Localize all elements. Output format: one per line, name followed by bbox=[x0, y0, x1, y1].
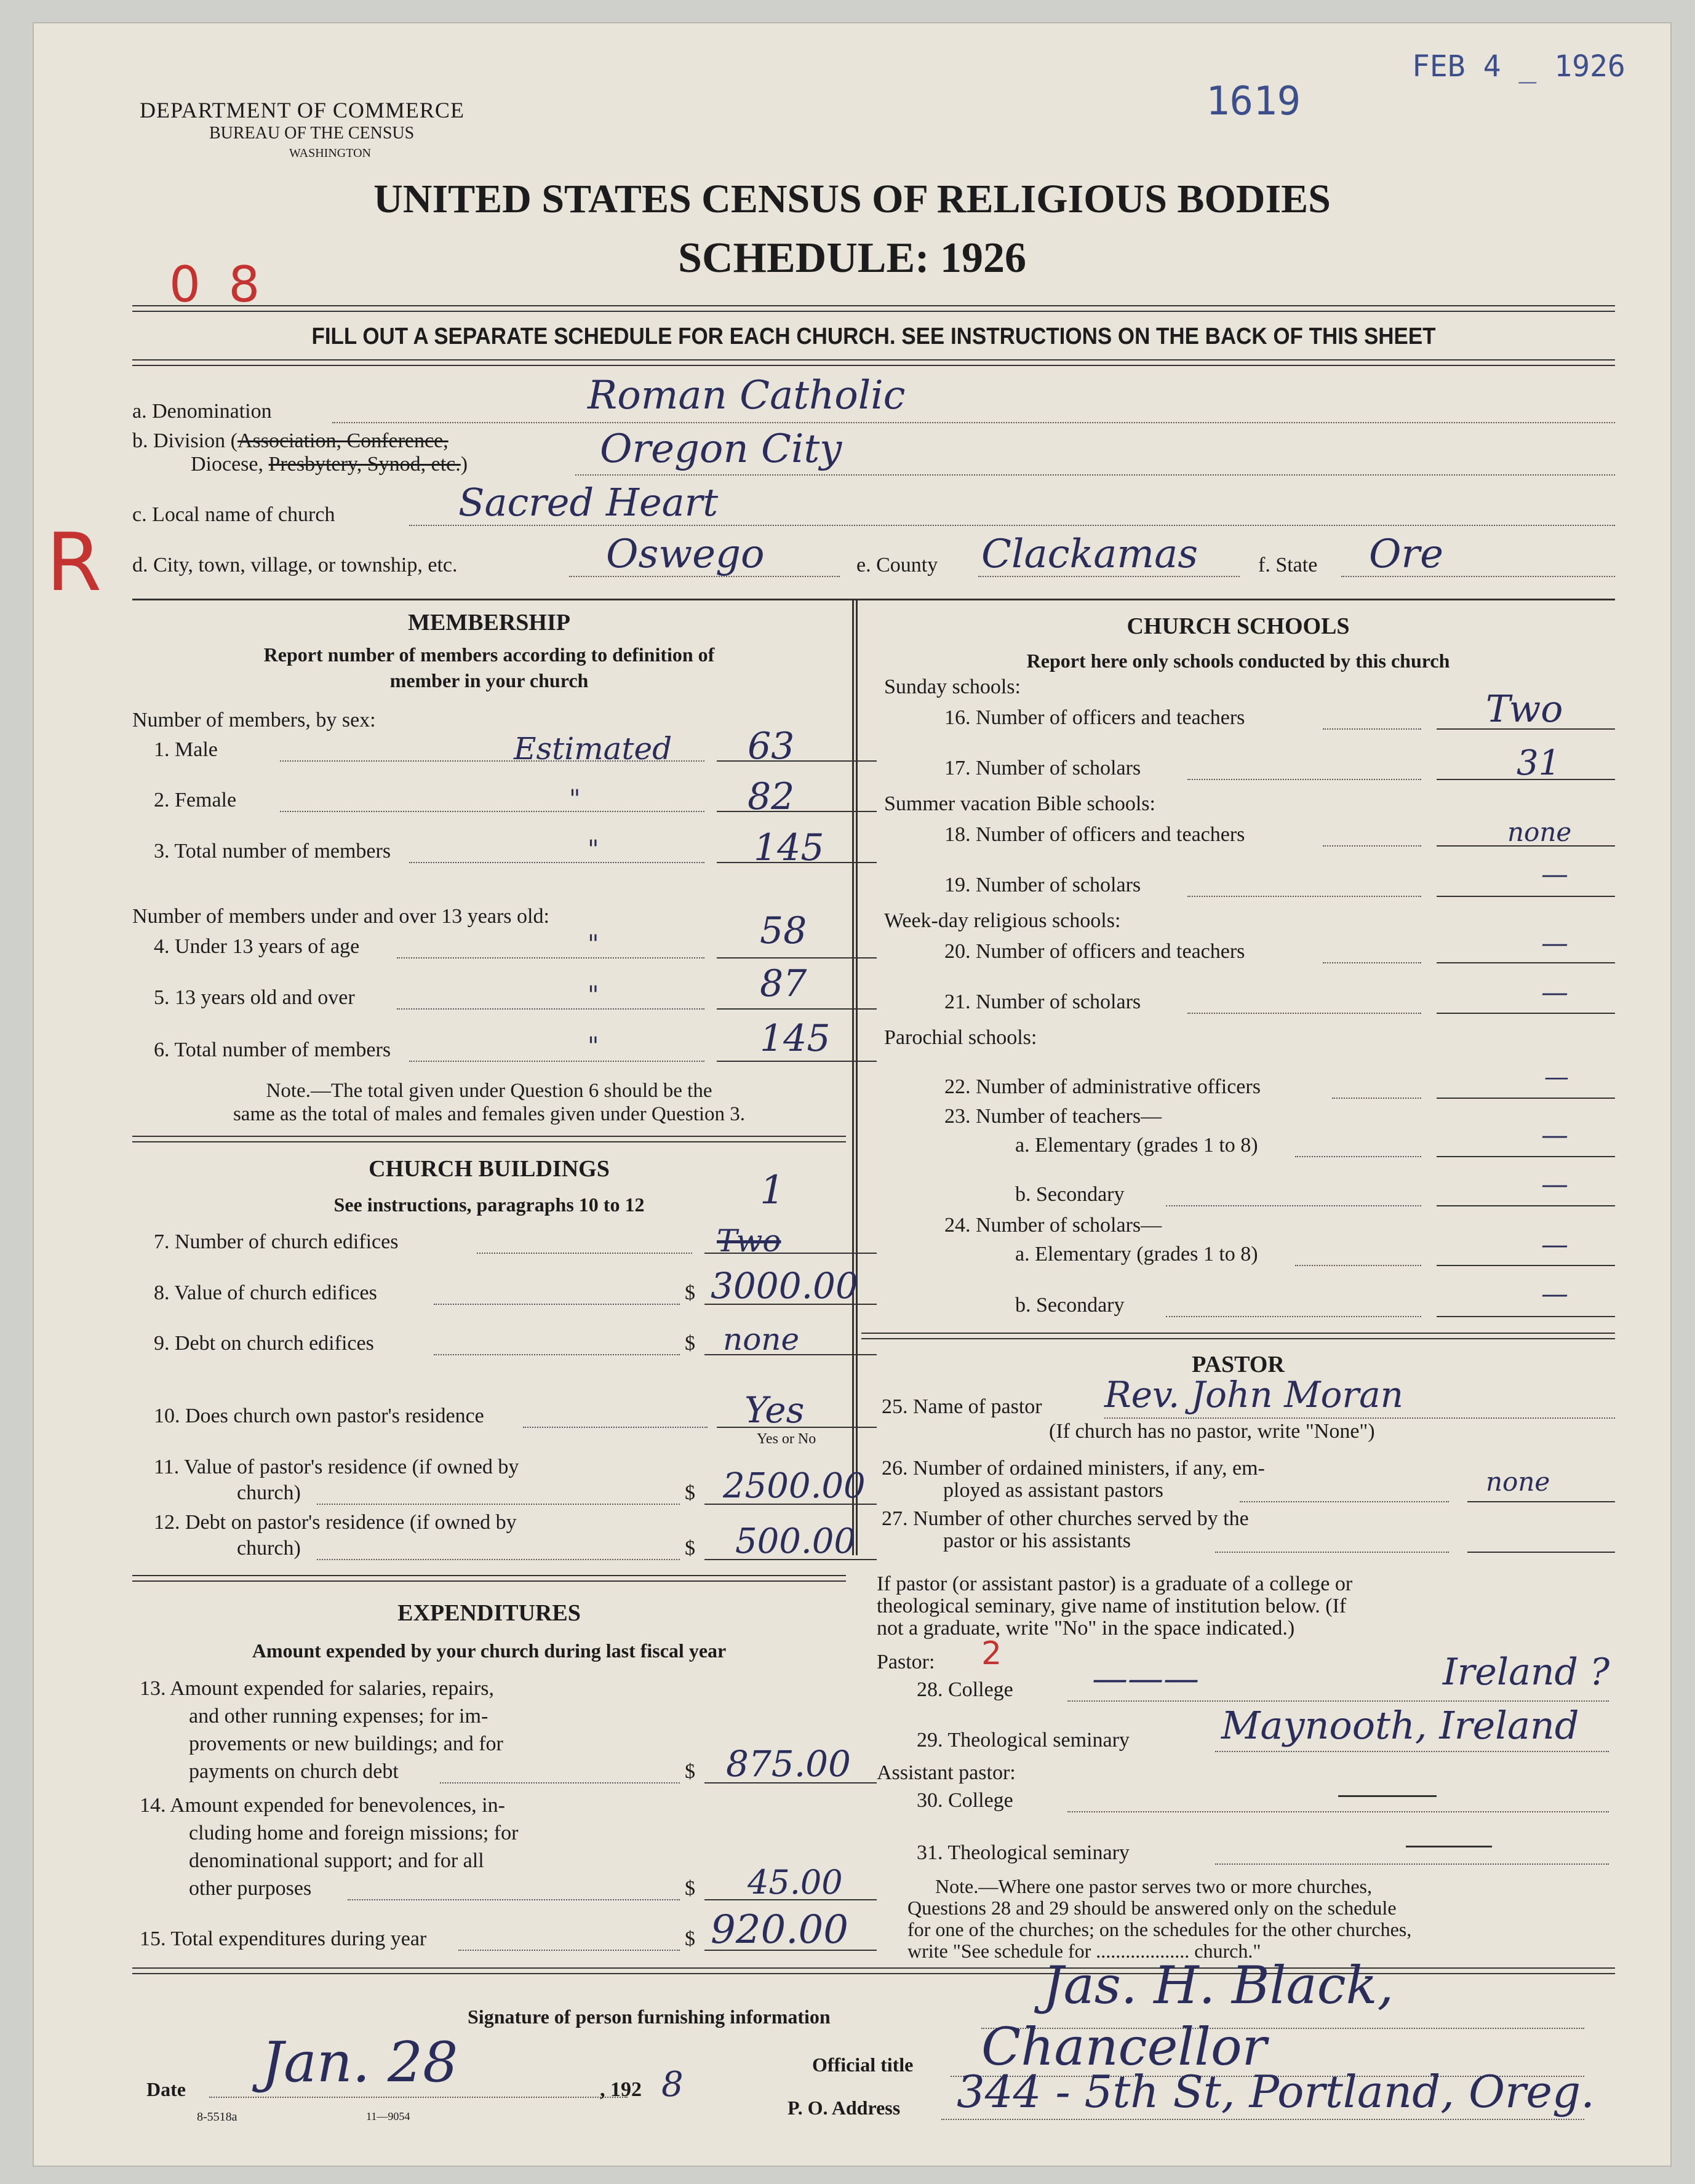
q11-label: 11. Value of pastor's residence (if owned by bbox=[154, 1456, 519, 1478]
expenditures-heading: EXPENDITURES bbox=[397, 1600, 581, 1626]
q28-label: 28. College bbox=[917, 1678, 1013, 1701]
pastor-note-4: write "See schedule for ................... church." bbox=[907, 1940, 1261, 1962]
q4-label: 4. Under 13 years of age bbox=[154, 935, 360, 958]
pastor-note-2: Questions 28 and 29 should be answered only on the schedule bbox=[907, 1897, 1397, 1919]
q7-label: 7. Number of church edifices bbox=[154, 1230, 399, 1253]
q26-value[interactable]: none bbox=[1486, 1467, 1550, 1497]
dollar-sign: $ bbox=[685, 1481, 695, 1504]
q20-label: 20. Number of officers and teachers bbox=[944, 940, 1245, 963]
membership-instruction-2: member in your church bbox=[389, 669, 589, 691]
graduate-instruction-2: theological seminary, give name of institution below. (If bbox=[877, 1595, 1347, 1617]
q6-note: " bbox=[588, 1032, 599, 1061]
form-subtitle: SCHEDULE: 1926 bbox=[678, 234, 1026, 282]
city-label: d. City, town, village, or township, etc. bbox=[132, 554, 458, 576]
division-label-line2: Diocese, Presbytery, Synod, etc.) bbox=[191, 453, 468, 476]
q28-value[interactable]: Ireland ? bbox=[1443, 1651, 1610, 1694]
parochial-schools-label: Parochial schools: bbox=[884, 1026, 1037, 1049]
q24a-value[interactable]: — bbox=[1541, 1229, 1568, 1261]
q5-label: 5. 13 years old and over bbox=[154, 986, 355, 1009]
q12-label-2: church) bbox=[237, 1537, 301, 1560]
q18-value[interactable]: none bbox=[1507, 817, 1572, 847]
q20-value[interactable]: — bbox=[1541, 928, 1568, 959]
dollar-sign: $ bbox=[685, 1760, 695, 1783]
q21-label: 21. Number of scholars bbox=[944, 990, 1141, 1013]
graduate-instruction-1: If pastor (or assistant pastor) is a graduate of a college or bbox=[877, 1572, 1353, 1595]
q14-label-4: other purposes bbox=[189, 1877, 312, 1900]
pastor-heading: PASTOR bbox=[1192, 1352, 1285, 1377]
pastor-note-3: for one of the churches; on the schedules for the other churches, bbox=[907, 1918, 1412, 1940]
q19-label: 19. Number of scholars bbox=[944, 874, 1141, 896]
denomination-value[interactable]: Roman Catholic bbox=[588, 373, 906, 418]
q30-label: 30. College bbox=[917, 1789, 1013, 1812]
membership-instruction-1: Report number of members according to definition of bbox=[263, 644, 715, 666]
q16-value[interactable]: Two bbox=[1486, 688, 1563, 731]
q13-label-3: provements or new buildings; and for bbox=[189, 1732, 503, 1755]
county-value[interactable]: Clackamas bbox=[981, 532, 1198, 577]
membership-heading: MEMBERSHIP bbox=[408, 610, 570, 636]
denomination-label: a. Denomination bbox=[132, 400, 272, 423]
date-value[interactable]: Jan. 28 bbox=[261, 2030, 458, 2095]
q3-value[interactable]: 145 bbox=[754, 826, 824, 869]
q13-label-4: payments on church debt bbox=[189, 1760, 399, 1783]
signature-value[interactable]: Jas. H. Black, bbox=[1043, 1955, 1394, 2015]
state-value[interactable]: Ore bbox=[1369, 532, 1443, 577]
q5-value[interactable]: 87 bbox=[760, 962, 807, 1005]
q27-label-2: pastor or his assistants bbox=[943, 1529, 1131, 1552]
division-label: b. Division (Association, Conference, bbox=[132, 429, 449, 452]
graduate-instruction-3: not a graduate, write "No" in the space indicated.) bbox=[877, 1617, 1295, 1640]
pastor-grad-label: Pastor: bbox=[877, 1651, 935, 1673]
buildings-instruction: See instructions, paragraphs 10 to 12 bbox=[333, 1194, 645, 1216]
q1-value[interactable]: 63 bbox=[748, 725, 795, 768]
summer-schools-label: Summer vacation Bible schools: bbox=[884, 792, 1155, 815]
date-year-prefix: , 192 bbox=[600, 2078, 642, 2101]
schools-heading: CHURCH SCHOOLS bbox=[1127, 613, 1350, 639]
q25-label: 25. Name of pastor bbox=[882, 1395, 1042, 1418]
q24b-label: b. Secondary bbox=[1015, 1294, 1125, 1317]
department-name: DEPARTMENT OF COMMERCE bbox=[140, 98, 465, 122]
q26-label: 26. Number of ordained ministers, if any, em- bbox=[882, 1457, 1265, 1480]
q12-value[interactable]: 500.00 bbox=[735, 1521, 856, 1561]
code-mark: 0 8 bbox=[169, 256, 266, 313]
q7-value[interactable]: Two bbox=[717, 1223, 781, 1259]
form-title: UNITED STATES CENSUS OF RELIGIOUS BODIES bbox=[373, 177, 1331, 221]
bureau-name: BUREAU OF THE CENSUS bbox=[209, 124, 415, 143]
church-name-label: c. Local name of church bbox=[132, 503, 335, 526]
city-value[interactable]: Oswego bbox=[606, 532, 765, 577]
q23b-value[interactable]: — bbox=[1541, 1169, 1568, 1200]
dollar-sign: $ bbox=[685, 1537, 695, 1560]
serial-number: 1619 bbox=[1206, 79, 1301, 124]
dollar-sign: $ bbox=[685, 1281, 695, 1304]
q23-label: 23. Number of teachers— bbox=[944, 1105, 1162, 1128]
state-label: f. State bbox=[1258, 554, 1318, 576]
q3-label: 3. Total number of members bbox=[154, 840, 391, 863]
date-year-digit[interactable]: 8 bbox=[661, 2065, 684, 2105]
schools-instruction: Report here only schools conducted by this church bbox=[1026, 650, 1450, 672]
q14-label-3: denominational support; and for all bbox=[189, 1849, 484, 1872]
pastor-note-1: Note.—Where one pastor serves two or more churches, bbox=[935, 1875, 1372, 1897]
q8-value[interactable]: 3000.00 bbox=[711, 1265, 858, 1307]
instruction-banner: FILL OUT A SEPARATE SCHEDULE FOR EACH CHURCH. SEE INSTRUCTIONS ON THE BACK OF THIS SHEET bbox=[311, 324, 1436, 349]
address-label: P. O. Address bbox=[788, 2097, 901, 2119]
census-schedule-sheet bbox=[34, 23, 1670, 2166]
received-date-stamp: FEB 4 _ 1926 bbox=[1412, 49, 1625, 84]
q22-label: 22. Number of administrative officers bbox=[944, 1075, 1261, 1098]
form-number: 8-5518a bbox=[197, 2110, 237, 2124]
dollar-sign: $ bbox=[685, 1927, 695, 1950]
print-number: 11—9054 bbox=[366, 2110, 410, 2122]
review-mark: R bbox=[46, 516, 102, 609]
sunday-schools-label: Sunday schools: bbox=[884, 676, 1021, 698]
dollar-sign: $ bbox=[685, 1332, 695, 1355]
q2-note: " bbox=[569, 785, 581, 813]
q9-value[interactable]: none bbox=[723, 1321, 800, 1357]
q15-value[interactable]: 920.00 bbox=[711, 1907, 848, 1953]
address-value[interactable]: 344 - 5th St, Portland, Oreg. bbox=[957, 2066, 1595, 2118]
q17-value[interactable]: 31 bbox=[1517, 743, 1561, 783]
members-by-age-label: Number of members under and over 13 years old: bbox=[132, 905, 549, 928]
q11-label-2: church) bbox=[237, 1481, 301, 1504]
q24-label: 24. Number of scholars— bbox=[944, 1214, 1162, 1237]
q24a-label: a. Elementary (grades 1 to 8) bbox=[1015, 1243, 1258, 1265]
q19-value[interactable]: — bbox=[1541, 859, 1568, 890]
q15-label: 15. Total expenditures during year bbox=[140, 1927, 427, 1950]
q25-value[interactable]: Rev. John Moran bbox=[1104, 1374, 1404, 1416]
q13-label-2: and other running expenses; for im- bbox=[189, 1705, 489, 1728]
q3-note: " bbox=[588, 835, 599, 864]
official-title-value[interactable]: Chancellor bbox=[981, 2017, 1267, 2077]
bureau-city: WASHINGTON bbox=[289, 146, 371, 160]
division-value[interactable]: Oregon City bbox=[600, 426, 842, 472]
q22-value[interactable]: — bbox=[1544, 1063, 1569, 1091]
dollar-sign: $ bbox=[685, 1877, 695, 1900]
q23b-label: b. Secondary bbox=[1015, 1183, 1125, 1206]
q10-label: 10. Does church own pastor's residence bbox=[154, 1405, 484, 1427]
q13-value[interactable]: 875.00 bbox=[726, 1743, 851, 1785]
q2-label: 2. Female bbox=[154, 789, 237, 811]
expenditures-instruction: Amount expended by your church during last fiscal year bbox=[252, 1640, 727, 1662]
signature-label: Signature of person furnishing information bbox=[468, 2006, 831, 2028]
q5-note: " bbox=[588, 981, 599, 1010]
q31-label: 31. Theological seminary bbox=[917, 1841, 1130, 1864]
q24b-value[interactable]: — bbox=[1541, 1278, 1568, 1310]
pastor-mark: 2 bbox=[981, 1635, 1002, 1672]
q23a-label: a. Elementary (grades 1 to 8) bbox=[1015, 1134, 1258, 1157]
assistant-grad-label: Assistant pastor: bbox=[877, 1761, 1016, 1784]
q25-hint: (If church has no pastor, write "None") bbox=[1049, 1420, 1375, 1443]
q10-value[interactable]: Yes bbox=[744, 1389, 805, 1431]
q9-label: 9. Debt on church edifices bbox=[154, 1332, 374, 1355]
q6-label: 6. Total number of members bbox=[154, 1038, 391, 1061]
q28-dash: ——— bbox=[1092, 1657, 1199, 1699]
county-label: e. County bbox=[856, 554, 938, 576]
q17-label: 17. Number of scholars bbox=[944, 757, 1141, 779]
membership-note-2: same as the total of males and females given under Question 3. bbox=[233, 1103, 746, 1125]
q2-value[interactable]: 82 bbox=[748, 775, 795, 818]
q13-label: 13. Amount expended for salaries, repairs, bbox=[140, 1677, 494, 1700]
q14-label: 14. Amount expended for benevolences, in- bbox=[140, 1794, 505, 1817]
q6-value[interactable]: 145 bbox=[760, 1017, 831, 1060]
buildings-heading: CHURCH BUILDINGS bbox=[369, 1156, 610, 1182]
q1-note: Estimated bbox=[514, 731, 672, 767]
q14-label-2: cluding home and foreign missions; for bbox=[189, 1822, 519, 1844]
q26-label-2: ployed as assistant pastors bbox=[943, 1479, 1163, 1502]
official-title-label: Official title bbox=[812, 2054, 914, 2076]
q1-label: 1. Male bbox=[154, 738, 218, 761]
q16-label: 16. Number of officers and teachers bbox=[944, 706, 1245, 729]
q7-correction[interactable]: 1 bbox=[760, 1168, 785, 1213]
q10-hint: Yes or No bbox=[757, 1431, 816, 1447]
q11-value[interactable]: 2500.00 bbox=[723, 1466, 866, 1506]
q8-label: 8. Value of church edifices bbox=[154, 1281, 377, 1304]
date-label: Date bbox=[146, 2078, 186, 2100]
q4-note: " bbox=[588, 930, 599, 958]
q27-label: 27. Number of other churches served by the bbox=[882, 1507, 1249, 1530]
membership-note-1: Note.—The total given under Question 6 should be the bbox=[266, 1080, 712, 1102]
q21-value[interactable]: — bbox=[1541, 977, 1568, 1008]
q14-value[interactable]: 45.00 bbox=[748, 1863, 843, 1902]
q29-value[interactable]: Maynooth, Ireland bbox=[1221, 1703, 1579, 1748]
church-name-value[interactable]: Sacred Heart bbox=[458, 480, 719, 525]
weekday-schools-label: Week-day religious schools: bbox=[884, 909, 1121, 932]
q23a-value[interactable]: — bbox=[1541, 1120, 1568, 1151]
q12-label: 12. Debt on pastor's residence (if owned by bbox=[154, 1511, 517, 1534]
q4-value[interactable]: 58 bbox=[760, 909, 807, 952]
q18-label: 18. Number of officers and teachers bbox=[944, 823, 1245, 846]
q29-label: 29. Theological seminary bbox=[917, 1729, 1130, 1752]
members-by-sex-label: Number of members, by sex: bbox=[132, 709, 376, 731]
